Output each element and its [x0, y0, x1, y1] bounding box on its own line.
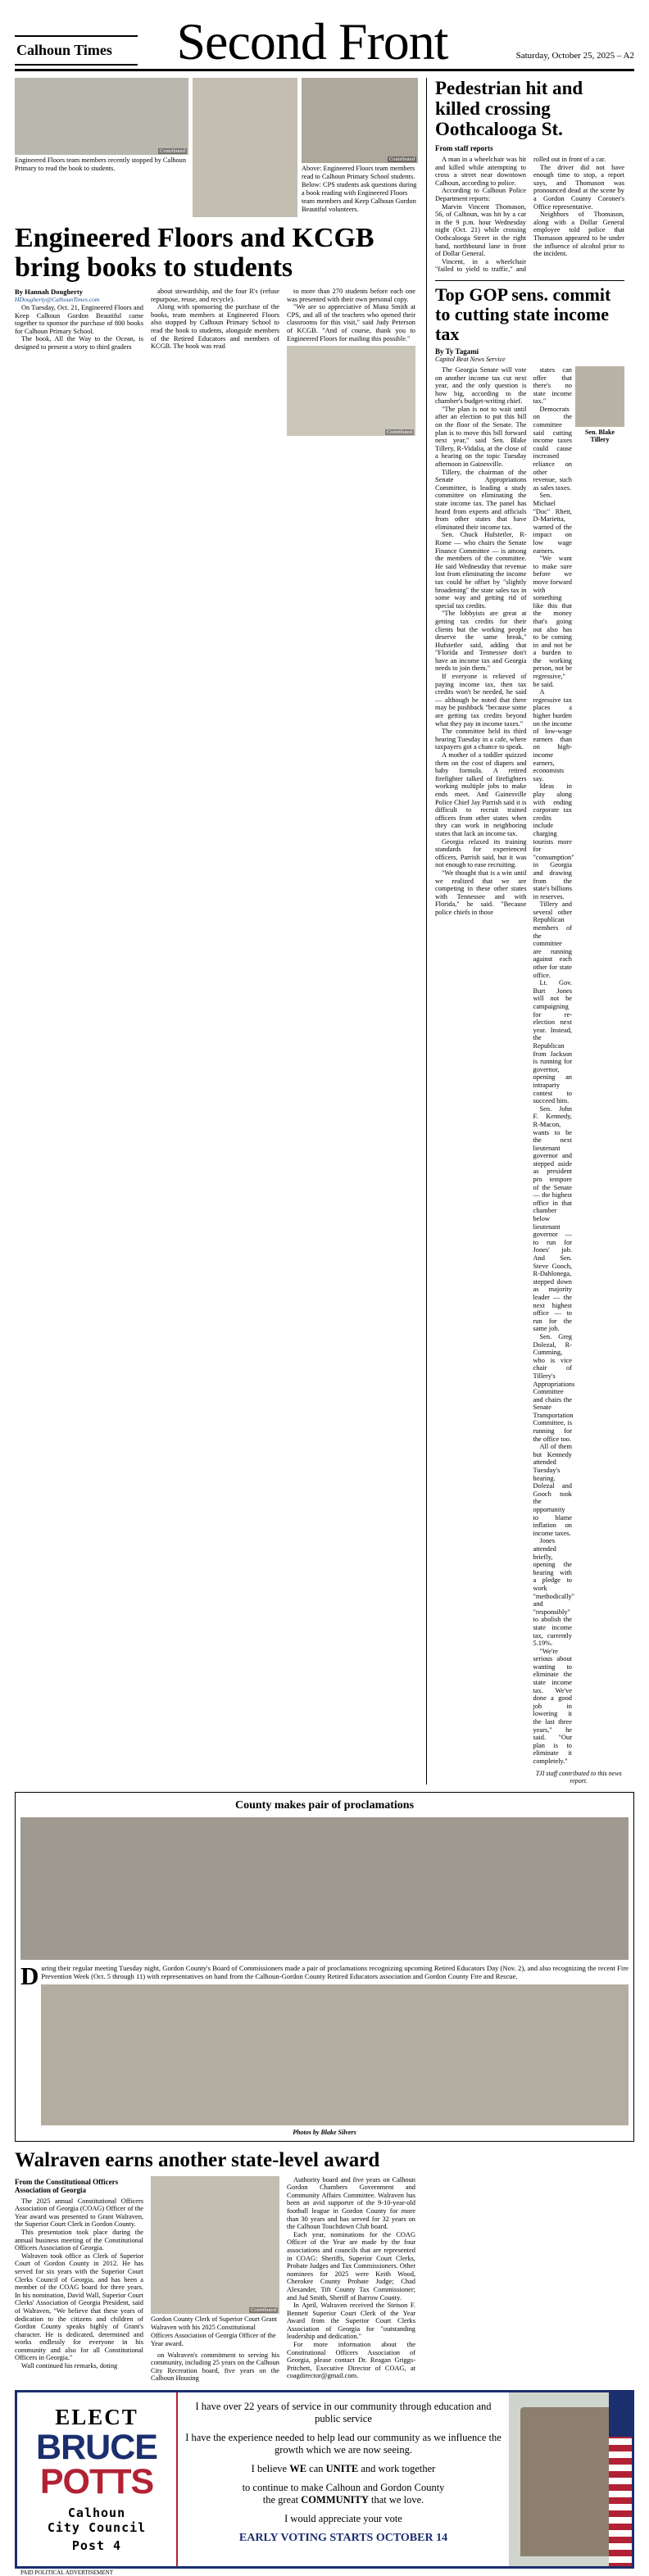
- headline-books: Engineered Floors and KCGB bring books to students: [15, 223, 374, 283]
- gop-text-col2: states can offer that there's no state income tax." Democrats on the committee said cutting income taxes could cause increased reliance on other revenue, such as sales taxes. Sen. Michael "Doc" Rhett, D-Marietta, warned of the impact on low wage earners. "We want to make sure before we move forward with something like this that the money that's going out also has to be coming in and not be a burden to the working person, not be regressive," he said. A regressive tax places a higher burden on the income of low-wage earners than on high-income earners, economists say. Ideas in play along with ending corporate tax credits include charging tourists more for "consumption" in Georgia and drawing from the state's billions in reserves. Tillery and several other Republican members of the committee are running against each other for state office. Lt. Gov. Burt Jones will not be campaigning for re-election next year. Instead, the Republican from Jackson is running for governor, opening an intraparty contest to succeed him. Sen. John F. Kennedy, R-Macon, wants to be the next lieutenant governor and stepped aside as president pro tempore of the Senate — the highest office in that chamber below lieutenant governor — to run for Jones' job. And Sen. Steve Gooch, R-Dahlonega, stepped down as majority leader — the next highest office — to run for the same job. Sen. Greg Dolezal, R-Cumming, who is vice chair of Tillery's Appropriations Committee and chairs the Senate Transportation Committee, is running for the office too. All of them but Kennedy attended Tuesday's hearing. Dolezal and Gooch took the opportunity to blame inflation on income taxes. Jones attended briefly, opening the hearing with a pledge to work "methodically" and "responsibly" to abolish the state income tax, currently 5.19%. "We're serious about wanting to eliminate the state income tax. We've done a good job in lowering it the last three years," he said. "Our plan is to eliminate it completely.": [533, 365, 575, 1765]
- photo-caption-mid: [302, 165, 418, 214]
- proclamations-text: During their regular meeting Tuesday night, Gordon County's Board of Commissioners made a pair of proclamations recognizing upcoming Retired Educators Day (Nov. 2), and also recognizing the recent Fire Prevention Week (Oct. 5 through 11) with representatives on hand from the Calhoun-Gordon County Retired Educators association and Gordon County Fire and Rescue.: [20, 1961, 629, 1990]
- divider: [435, 280, 624, 281]
- flag-canton: [609, 2392, 632, 2437]
- walraven-story: [15, 2150, 634, 2383]
- byline-org: Capitol Beat News Service: [435, 355, 506, 363]
- photo-classroom-reading: [302, 78, 418, 163]
- ad-line-2: I have the experience needed to help lead our community as we influence the growth which we are now seeing.: [185, 2431, 502, 2456]
- walraven-col-2: [151, 2176, 279, 2383]
- byline-gop: [435, 347, 624, 363]
- byline-email: HDougherty@CalhounTimes.com: [15, 296, 100, 303]
- books-col-3: [287, 288, 415, 436]
- ad-line4-b: the great: [262, 2493, 302, 2506]
- ad-line3-b: can: [306, 2462, 326, 2474]
- photo-credit: Contributed: [159, 148, 185, 154]
- books-text-col2: about stewardship, and the four R's (refuse repurpose, reuse, and recycle). Along with sponsoring the purchase of the books, team members at Engineered Floors also stopped by Calhoun Primary School to read the book to students, alongside members of the Retired Educators and members of KCGB. The book was read: [151, 288, 279, 351]
- pedestrian-text: A man in a wheelchair was hit and killed while attempting to cross a street near downtown Calhoun, according to police. According to Calhoun Police Department reports: Marvin Vincent Thomason, 56, of Calhoun, was hit by a car in the 9 p.m. hour Wednesday night (Oct. 21) while crossing Oothcalooga Street in the right hand, northbound lane in front of Dollar General. Vincent, in a wheelchair "failed to yield to traffic," and rolled out in front of a car. The driver did not have enough time to stop, a report says, and Thomason was pronounced dead at the scene by a Gordon County Coroner's Office representative. Neighbors of Thomason, along with a Dollar General employee told police that Thomason appeared to be under the influence of alcohol prior to the incident.: [435, 156, 624, 274]
- flag-graphic: [609, 2392, 632, 2566]
- photo-students-listening: [287, 346, 415, 436]
- gop-tagline: TJI staff contributed to this news report.: [535, 1769, 622, 1785]
- photo-proclamation-educators: [20, 1817, 629, 1960]
- books-text-col1: On Tuesday, Oct. 21, Engineered Floors and Keep Calhoun Gordon Beautiful came together to sponsor the purchase of 800 books for Calhoun Primary School. The book, All the Way to the Ocean, is designed to present a story to third graders: [15, 304, 143, 351]
- ad-candidate-block: [17, 2392, 178, 2566]
- ad-line-3: [184, 2463, 502, 2475]
- photo-proclamation-fire: [41, 1984, 629, 2125]
- ad-disclaimer: PAID POLITICAL ADVERTISEMENT: [20, 2569, 114, 2576]
- photo-reader-holding-book: [193, 78, 297, 217]
- ad-line-1: I have over 22 years of service in our community through education and public service: [195, 2400, 492, 2424]
- photo-row-top: [15, 78, 418, 217]
- proclamations-title: County makes pair of proclamations: [234, 1798, 415, 1812]
- mugshot-tillery: [575, 366, 624, 443]
- mugshot-name: Sen. Blake Tillery: [584, 428, 615, 443]
- walraven-text-col3: Authority board and five years on Calhoun Gordon Chambers Government and Community Affairs Committee. Walraven has been an avid supporter of the 9-10-year-old football league in Gordon County for more than 30 years and has served for 32 years on the Calhoun Touchdown Club board. Each year, nominations for the COAG Officer of the Year are made by the four associations and councils that are represented in COAG: Sheriffs, Superior Court Clerks, Probate Judges and Tax Commissioners. Other nominees for 2025 were Keith Wood, Cherokee County Probate Judge; Chad Alexander, Tift County Tax Commissioner; and Jud Smith, Sheriff of Barrow County. In April, Walraven received the Stetson F. Bennett Superior Court Clerk of the Year Award from the Superior Court Clerks Association of Georgia for "outstanding leadership and dedication." For more information about the Constitutional Officers Association of Georgia, please contact Dr. Reagan Griggs-Pritchett, Executive Director of COAG, at coagdirector@gmail.com.: [287, 2175, 415, 2380]
- political-advertisement[interactable]: [15, 2390, 634, 2576]
- caption-mid-text: Above: Engineered Floors team members read to Calhoun Primary School students. Below: CPS students ask questions during a book reading with Engineered Floors team members and Keep Calhoun Gordon Beautiful volunteers.: [302, 165, 417, 213]
- ad-line-4: [184, 2482, 502, 2506]
- photo-group-reading: [15, 78, 188, 155]
- ad-office-line1: Calhoun: [67, 2506, 126, 2521]
- ad-message-block: [178, 2392, 509, 2566]
- photo-credit: Contributed: [250, 2306, 276, 2313]
- masthead: [15, 12, 634, 71]
- headline-gop: Top GOP sens. commit to cutting state income tax: [435, 283, 611, 344]
- photo-credit: Contributed: [386, 429, 412, 436]
- walraven-text-col2: on Walraven's commitment to serving his community, including 25 years on the Calhoun City Recreation board, five years on the Calhoun Housing: [151, 2351, 279, 2383]
- ad-line4-c: that we love.: [368, 2493, 424, 2506]
- books-story-columns: [15, 288, 418, 436]
- books-text-col3: to more than 270 students before each one was presented with their own personal copy. "We are so appreciative of Mana Smith at CPS, and all of the teachers who opened their classrooms for this visit," said Judy Peterson of KCGB. "And of course, thank you to Engineered Floors for mailing this possible.": [287, 288, 415, 342]
- headline-walraven: Walraven earns another state-level award: [15, 2148, 380, 2171]
- books-col-1: [15, 288, 143, 436]
- source-pedestrian: From staff reports: [435, 144, 493, 152]
- photo-caption-walraven: Gordon County Clerk of Superior Court Grant Walraven with his 2025 Constitutional Officers Association of Georgia Officer of the Year award.: [151, 2315, 277, 2347]
- ad-first-name: BRUCE: [36, 2428, 157, 2468]
- ad-elect-label: ELECT: [55, 2405, 138, 2430]
- ad-cta: EARLY VOTING STARTS OCTOBER 14: [238, 2531, 448, 2544]
- top-area: [15, 78, 634, 1785]
- ad-line4-a: to continue to make Calhoun and Gordon County: [242, 2481, 445, 2493]
- publication-logo: Calhoun Times: [16, 42, 112, 58]
- ad-line4-community: COMMUNITY: [301, 2493, 369, 2506]
- ad-office-line2: City Council: [47, 2520, 147, 2536]
- proclamations-box: [15, 1792, 634, 2142]
- ad-line3-we: WE: [289, 2462, 307, 2474]
- gop-text-col1: The Georgia Senate will vote on another income tax cut next year, and the only question is how big, according to the chamber's budget-writing chief. "The plan is not to wait until after an election to put this bill on the floor of the Senate. The plan is to move this bill forward next year," said Sen. Blake Tillery, R-Vidalia, at the close of a hearing on the topic Tuesday afternoon in Gainesville. Tillery, the chairman of the Senate Appropriations Committee, is leading a study committee on eliminating the state income tax. The panel has heard from experts and officials from other states that have eliminated their income tax. Sen. Chuck Hufstetler, R-Rome — who chairs the Senate Finance Committee — is among the members of the committee. He said Wednesday that revenue lost from eliminating the income tax could be offset by "slightly broadening" the state sales tax in some way and getting rid of special tax credits. "The lobbyists are great at getting tax credits for their clients but the working people deserve the same break," Hufstetler said, adding that "Florida and Tennessee don't have an income tax and Georgia needs to join them." If everyone is relieved of paying income tax, then tax credits won't be needed, he said — although he noted that there may be pushback "because some are getting tax credits beyond what they pay in income taxes." The committee held its third hearing Tuesday in a cafe, where taxpayers got a chance to speak. A mother of a toddler quizzed them on the cost of diapers and baby formula. A retired firefighter talked of firefighters working multiple jobs to make ends meet. And Gainesville Police Chief Jay Parrish said it is difficult to recruit trained officers from other states when they can work in neighboring states that lack an income tax. Georgia relaxed its training standards for experienced officers, Parrish said, but it was not enough to ease recruiting. "We thought that is a win until we realized that we are competing in these other states with Tennessee and with Florida," he said. "Because police chiefs in those: [435, 365, 527, 916]
- ad-photo-block: [509, 2392, 632, 2566]
- byline-name: By Ty Tagami: [435, 347, 479, 356]
- right-rail: [426, 78, 624, 1785]
- walraven-text-col1: The 2025 annual Constitutional Officers Association of Georgia (COAG) Officer of the Year award was presented to Grant Walraven, the Superior Court Clerk in Gordon County. This presentation took place during the annual business meeting of the Constitutional Officers Association of Georgia. Walraven took office as Clerk of Superior Court of Gordon County in 2012. He has served for six years with the Superior Court Clerks Council of Georgia, and has been a member of the COAG board for three years. In his nomination, David Wall, Superior Court Clerks' Association of Georgia President, said of Walraven, "We believe that these years of dedication to the citizens and children of Gordon County speaks highly of Grant's character. He is dedicated, determined and works endlessly for everyone in his community and also for all Constitutional Officers in Georgia." Wall continued his remarks, doting: [15, 2197, 143, 2370]
- photo-caption-top-left: Engineered Floors team members recently stopped by Calhoun Primary to read the book to students.: [15, 156, 186, 172]
- ad-candidate-photo: [520, 2407, 612, 2556]
- photo-credit: Contributed: [388, 156, 415, 162]
- page-title: Second Front: [176, 12, 448, 70]
- walraven-col-3: [287, 2176, 415, 2383]
- ad-line-5: I would appreciate your vote: [284, 2512, 402, 2524]
- byline-books: [15, 288, 143, 303]
- byline-name: By Hannah Dougherty: [15, 288, 84, 296]
- masthead-title-box: [138, 12, 487, 70]
- masthead-logo-box: [15, 35, 138, 66]
- photo-walraven-award: [151, 2176, 279, 2314]
- left-column-block: [15, 78, 418, 1785]
- ad-line3-c: and work together: [358, 2462, 436, 2474]
- headline-pedestrian: Pedestrian hit and killed crossing Oothcalooga St.: [435, 78, 583, 139]
- ad-line3-a: I believe: [251, 2462, 290, 2474]
- ad-line3-unite: UNITE: [325, 2462, 359, 2474]
- walraven-columns: [15, 2176, 634, 2383]
- ad-last-name: POTTS: [39, 2462, 154, 2502]
- mugshot-photo: [575, 366, 624, 427]
- masthead-dateline: Saturday, October 25, 2025 – A2: [515, 51, 634, 61]
- ad-office-line3: Post 4: [71, 2538, 122, 2554]
- books-col-2: [151, 288, 279, 436]
- walraven-col-1: [15, 2176, 143, 2383]
- proclamations-photo-credit: Photos by Blake Silvers: [293, 2128, 356, 2136]
- source-walraven: From the Constitutional Officers Association of Georgia: [15, 2177, 119, 2194]
